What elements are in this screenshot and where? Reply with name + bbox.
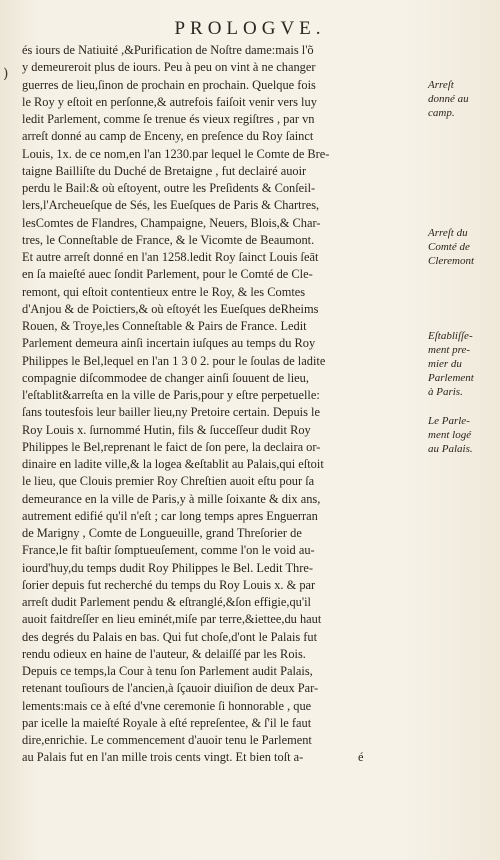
text-line: en ſa maieſté auec ſondit Parlement, pour le Comté de Cle- (22, 267, 313, 282)
text-line: iourd'huy,du temps dudit Roy Philippes le Bel. Ledit Thre- (22, 560, 313, 575)
text-line: dinaire en ladite ville,& la logea &eſtablit au Palais,qui eſtoit (22, 457, 324, 471)
text-line: ſorier depuis fut recherché du temps du Roy Louis x. & par (22, 577, 316, 592)
text-line: és iours de Natiuité ,&Purification de Noſtre dame:mais l'õ (22, 43, 314, 57)
text-line: France,le fit baſtir ſomptueuſement, comme l'on le void au- (22, 543, 315, 558)
margin-note-line: Cleremont (428, 255, 475, 267)
text-line: d'Anjou & de Poictiers,& où eſtoyét les Eueſques deRheims (22, 301, 319, 316)
margin-note-line: camp. (428, 107, 455, 119)
margin-note-line: mier du (428, 358, 462, 370)
text-line: lesComtes de Flandres, Champaigne, Neuers, Blois,& Char- (22, 215, 321, 230)
margin-note-line: Arreſt du (428, 227, 468, 239)
catchword: é (358, 750, 364, 764)
margin-note-line: Le Parle- (428, 415, 470, 427)
text-line: perdu le Bail:& où eſtoyent, outre les Preſidents & Conſeil- (22, 181, 316, 195)
text-line: Philippes le Bel,reprenant le faict de ſon pere, la declaira or- (22, 439, 321, 454)
text-line: ledit Parlement, comme ſe trenue és vieux regiſtres , par vn (22, 112, 315, 126)
margin-note-line: ment logé (428, 429, 472, 441)
text-line: compagnie diſcommodee de changer ainſi ſouuent de lieu, (22, 370, 309, 385)
text-line: y demeureroit plus de iours. Peu à peu on vint à ne changer (22, 60, 316, 75)
margin-note-line: Comté de (428, 241, 470, 253)
text-line: le Roy y eſtoit en perſonne,& autrefois faiſoit venir vers luy (22, 94, 317, 109)
margin-note-line: au Palais. (428, 443, 473, 455)
text-line: retenant touſiours de l'ancien,à ſçauoir diuiſion de deux Par- (22, 681, 319, 696)
text-line: Depuis ce temps,la Cour à tenu ſon Parlement audit Palais, (22, 664, 313, 678)
text-line: tres, le Conneſtable de France, & le Vicomte de Beaumont. (22, 232, 315, 247)
text-line: Louis, 1x. de ce nom,en l'an 1230.par lequel le Comte de Bre- (22, 146, 330, 161)
text-line: dire,enrichie. Le commencement d'auoir tenu le Parlement (22, 733, 312, 747)
margin-note-line: ment pre- (428, 344, 471, 356)
text-line: demeurance en la ville de Paris,y à mille ſoixante & dix ans, (22, 491, 321, 506)
text-line: de Marigny , Comte de Longueuille, grand Threſorier de (22, 526, 302, 540)
margin-note-line: Parlement (428, 372, 474, 384)
margin-note-establissement (428, 329, 490, 399)
margin-note-line: Arreſt (428, 79, 454, 91)
text-line: au Palais fut en l'an mille trois cents vingt. Et bien toſt a- (22, 750, 304, 765)
text-line: rendu odieux en haine de l'auteur, & delaiſſé par les Rois. (22, 646, 306, 661)
margin-note-parlement-loge (428, 414, 490, 456)
text-line: autrement edifié qu'il n'eſt ; car long temps apres Enguerran (22, 508, 318, 523)
text-line: l'eſtablit&arreſta en la ville de Paris,pour y eſtre perpetuelle: (22, 388, 320, 402)
body-text (22, 42, 414, 767)
margin-note-arrest-comte (428, 226, 490, 268)
text-line: ſans toutesfois leur bailler lieu,ny Pretoire certain. Depuis le (22, 405, 320, 420)
page-edge-mark: ) (3, 66, 9, 82)
text-line: Rouen, & Troye,les Conneſtable & Pairs de France. Ledit (22, 319, 307, 333)
margin-note-arrest-camp (428, 78, 490, 120)
text-line: lers,l'Archeueſque de Sés, les Eueſques de Paris & Chartres, (22, 198, 320, 213)
text-line: Et autre arreſt donné en l'an 1258.ledit Roy ſainct Louis ſeāt (22, 250, 319, 264)
text-line: auoit faitdreſſer en lieu eminét,miſe par terre,&iettee,du haut (22, 612, 322, 627)
text-line: Parlement demeura ainſi incertain iuſques au temps du Roy (22, 336, 316, 351)
text-line: par icelle la maieſté Royale à eſté repreſentee, & ſ'il le faut (22, 715, 312, 730)
margin-note-line: à Paris. (428, 386, 463, 398)
running-head: PROLOGVE. (174, 18, 326, 39)
text-line: remont, qui eſtoit contentieux entre le Roy, & les Comtes (22, 284, 306, 299)
margin-note-line: donné au (428, 93, 469, 105)
text-line: des degrés du Palais en bas. Qui fut choſe,d'ont le Palais fut (22, 629, 318, 644)
text-line: arreſt dudit Parlement pendu & eſtranglé,&ſon effigie,qu'il (22, 595, 311, 609)
text-line: guerres de lieu,ſinon de prochain en prochain. Quelque fois (22, 77, 316, 92)
margin-note-line: Eſtabliſſe- (428, 330, 473, 342)
text-line: Roy Louis x. ſurnommé Hutin, fils & ſucceſſeur dudit Roy (22, 422, 311, 437)
text-line: le lieu, que Clouis premier Roy Chreſtien auoit eſtu pour ſa (22, 474, 315, 489)
text-line: Philippes le Bel,lequel en l'an 1 3 0 2. pour le ſoulas de ladite (22, 353, 326, 368)
text-line: taigne Bailliſte du Duché de Bretaigne , fut declairé auoir (22, 163, 307, 178)
text-line: lements:mais ce à eſté d'vne ceremonie ſi honnorable , que (22, 698, 312, 713)
text-line: arreſt donné au camp de Enceny, en preſence du Roy ſainct (22, 129, 314, 144)
